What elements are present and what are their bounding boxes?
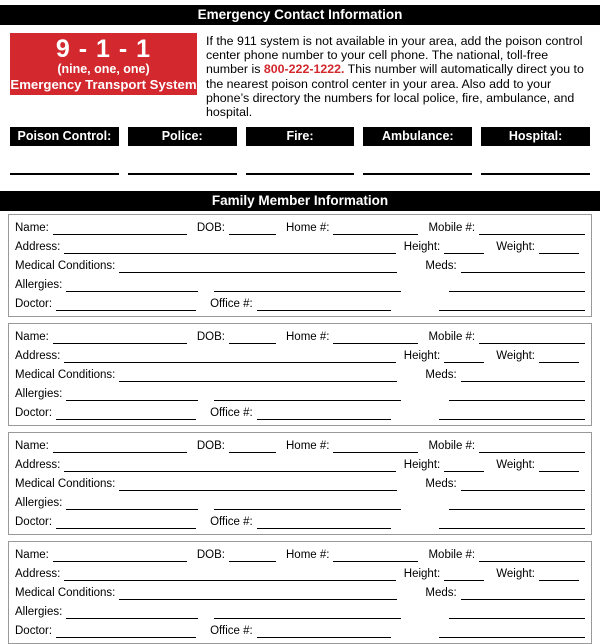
field-label-name: Name: (15, 440, 49, 453)
write-line-name (53, 452, 187, 453)
field-label-medical-conditions: Medical Conditions: (15, 260, 116, 273)
write-line-name (53, 561, 187, 562)
write-line-meds-continued-1 (449, 291, 585, 292)
write-line-home-phone (333, 343, 418, 344)
write-line-doctor (56, 528, 196, 529)
field-label-mobile-phone: Mobile #: (428, 440, 476, 453)
write-line-office-phone (257, 528, 391, 529)
contact-label-poison-control: Poison Control: (10, 127, 119, 146)
field-label-allergies: Allergies: (15, 388, 63, 401)
field-label-weight: Weight: (496, 241, 535, 254)
field-label-office-phone: Office #: (210, 407, 253, 420)
field-label-doctor: Doctor: (15, 298, 53, 311)
write-line-meds-continued-1 (449, 618, 585, 619)
field-label-doctor: Doctor: (15, 516, 53, 529)
write-line-office-phone (257, 637, 391, 638)
poison-control-phone-number: 800-222-1222. (263, 62, 345, 77)
emergency-header-bar (0, 5, 600, 25)
field-label-address: Address: (15, 241, 61, 254)
write-line-home-phone (333, 561, 418, 562)
field-label-dob: DOB: (196, 440, 225, 453)
field-label-name: Name: (15, 222, 49, 235)
field-label-medical-conditions: Medical Conditions: (15, 478, 116, 491)
write-line-meds-continued-2 (439, 310, 585, 311)
write-line-home-phone (333, 452, 418, 453)
field-label-address: Address: (15, 568, 61, 581)
badge-911-caption: Emergency Transport System (10, 76, 197, 92)
member-row-allergies (15, 603, 585, 622)
contact-writein-line-ambulance (363, 173, 472, 175)
contact-writein-line-fire (246, 173, 355, 175)
write-line-weight (539, 471, 579, 472)
write-line-dob (229, 343, 276, 344)
contact-writein-line-police (128, 173, 237, 175)
field-label-home-phone: Home #: (286, 331, 330, 344)
field-label-doctor: Doctor: (15, 407, 53, 420)
member-row-name (15, 219, 585, 238)
field-label-mobile-phone: Mobile #: (428, 549, 476, 562)
family-member-card (8, 323, 592, 426)
write-line-meds-continued-1 (449, 400, 585, 401)
write-line-meds-continued-2 (439, 419, 585, 420)
write-line-height (444, 253, 484, 254)
write-line-allergies-continued (214, 509, 401, 510)
contact-writein-line-hospital (481, 173, 590, 175)
write-line-meds (461, 599, 585, 600)
write-line-address (64, 253, 395, 254)
field-label-weight: Weight: (496, 568, 535, 581)
write-line-meds-continued-1 (449, 509, 585, 510)
member-row-address (15, 347, 585, 366)
member-row-address (15, 456, 585, 475)
contact-label-hospital: Hospital: (481, 127, 590, 146)
write-line-allergies (66, 400, 198, 401)
field-label-home-phone: Home #: (286, 440, 330, 453)
badge-911 (10, 33, 197, 95)
family-members (0, 214, 600, 644)
field-label-mobile-phone: Mobile #: (428, 222, 476, 235)
write-line-height (444, 580, 484, 581)
member-row-allergies (15, 494, 585, 513)
field-label-allergies: Allergies: (15, 497, 63, 510)
page-title: Emergency Contact Information (197, 7, 403, 22)
field-label-allergies: Allergies: (15, 279, 63, 292)
write-line-weight (539, 362, 579, 363)
badge-911-words: (nine, one, one) (57, 61, 150, 76)
write-line-dob (229, 561, 276, 562)
member-row-doctor (15, 513, 585, 532)
field-label-meds: Meds: (425, 587, 457, 600)
write-line-dob (229, 234, 276, 235)
write-line-medical-conditions (119, 599, 397, 600)
write-line-office-phone (257, 419, 391, 420)
member-row-name (15, 546, 585, 565)
write-line-allergies-continued (214, 618, 401, 619)
write-line-meds-continued-2 (439, 637, 585, 638)
write-line-medical-conditions (119, 490, 397, 491)
field-label-medical-conditions: Medical Conditions: (15, 587, 116, 600)
intro-paragraph (206, 33, 590, 119)
write-line-mobile-phone (479, 343, 585, 344)
field-label-dob: DOB: (196, 549, 225, 562)
family-header-bar (0, 191, 600, 211)
intro-section (10, 33, 590, 119)
field-label-meds: Meds: (425, 260, 457, 273)
write-line-address (64, 362, 395, 363)
field-label-weight: Weight: (496, 459, 535, 472)
member-row-doctor (15, 622, 585, 641)
write-line-mobile-phone (479, 234, 585, 235)
write-line-meds (461, 381, 585, 382)
member-row-medical (15, 475, 585, 494)
write-line-address (64, 471, 395, 472)
field-label-height: Height: (403, 568, 441, 581)
write-line-allergies (66, 291, 198, 292)
field-label-weight: Weight: (496, 350, 535, 363)
write-line-meds (461, 490, 585, 491)
write-line-allergies (66, 618, 198, 619)
write-line-mobile-phone (479, 561, 585, 562)
write-line-doctor (56, 637, 196, 638)
write-line-doctor (56, 419, 196, 420)
field-label-doctor: Doctor: (15, 625, 53, 638)
intro-paragraph-after: This number will automatically direct you to the nearest poison control center in your area. Also add to your phone’s directory the numbers for local police, fire, ambulance, and hospital. (206, 62, 584, 120)
field-label-height: Height: (403, 350, 441, 363)
member-row-doctor (15, 295, 585, 314)
write-line-name (53, 343, 187, 344)
write-line-medical-conditions (119, 381, 397, 382)
field-label-home-phone: Home #: (286, 549, 330, 562)
family-member-card (8, 541, 592, 644)
family-section-title: Family Member Information (211, 193, 389, 209)
field-label-office-phone: Office #: (210, 516, 253, 529)
member-row-name (15, 328, 585, 347)
field-label-address: Address: (15, 459, 61, 472)
write-line-meds-continued-2 (439, 528, 585, 529)
contact-labels-row (10, 127, 590, 146)
write-line-allergies-continued (214, 291, 401, 292)
write-line-weight (539, 580, 579, 581)
field-label-allergies: Allergies: (15, 606, 63, 619)
member-row-address (15, 238, 585, 257)
write-line-name (53, 234, 187, 235)
field-label-height: Height: (403, 241, 441, 254)
contact-label-fire: Fire: (246, 127, 355, 146)
family-member-card (8, 432, 592, 535)
member-row-medical (15, 584, 585, 603)
contact-writein-line-poison-control (10, 173, 119, 175)
write-line-allergies-continued (214, 400, 401, 401)
member-row-allergies (15, 276, 585, 295)
field-label-height: Height: (403, 459, 441, 472)
write-line-dob (229, 452, 276, 453)
field-label-dob: DOB: (196, 331, 225, 344)
write-line-medical-conditions (119, 272, 397, 273)
write-line-office-phone (257, 310, 391, 311)
field-label-home-phone: Home #: (286, 222, 330, 235)
field-label-name: Name: (15, 549, 49, 562)
intro-paragraph-before: If the 911 system is not available in your area, add the poison control center phone number to your cell phone. The national, toll-free number is (206, 34, 583, 77)
field-label-name: Name: (15, 331, 49, 344)
write-line-address (64, 580, 395, 581)
write-line-allergies (66, 509, 198, 510)
field-label-meds: Meds: (425, 478, 457, 491)
contact-label-police: Police: (128, 127, 237, 146)
contact-label-ambulance: Ambulance: (363, 127, 472, 146)
write-line-weight (539, 253, 579, 254)
write-line-meds (461, 272, 585, 273)
family-member-card (8, 214, 592, 317)
write-line-height (444, 362, 484, 363)
badge-911-number: 9 - 1 - 1 (55, 34, 152, 63)
member-row-name (15, 437, 585, 456)
write-line-height (444, 471, 484, 472)
field-label-address: Address: (15, 350, 61, 363)
field-label-office-phone: Office #: (210, 298, 253, 311)
write-line-mobile-phone (479, 452, 585, 453)
write-line-doctor (56, 310, 196, 311)
field-label-meds: Meds: (425, 369, 457, 382)
member-row-allergies (15, 385, 585, 404)
field-label-mobile-phone: Mobile #: (428, 331, 476, 344)
member-row-address (15, 565, 585, 584)
member-row-medical (15, 257, 585, 276)
field-label-dob: DOB: (196, 222, 225, 235)
contact-writein-row (10, 173, 590, 175)
field-label-office-phone: Office #: (210, 625, 253, 638)
write-line-home-phone (333, 234, 418, 235)
field-label-medical-conditions: Medical Conditions: (15, 369, 116, 382)
member-row-doctor (15, 404, 585, 423)
member-row-medical (15, 366, 585, 385)
